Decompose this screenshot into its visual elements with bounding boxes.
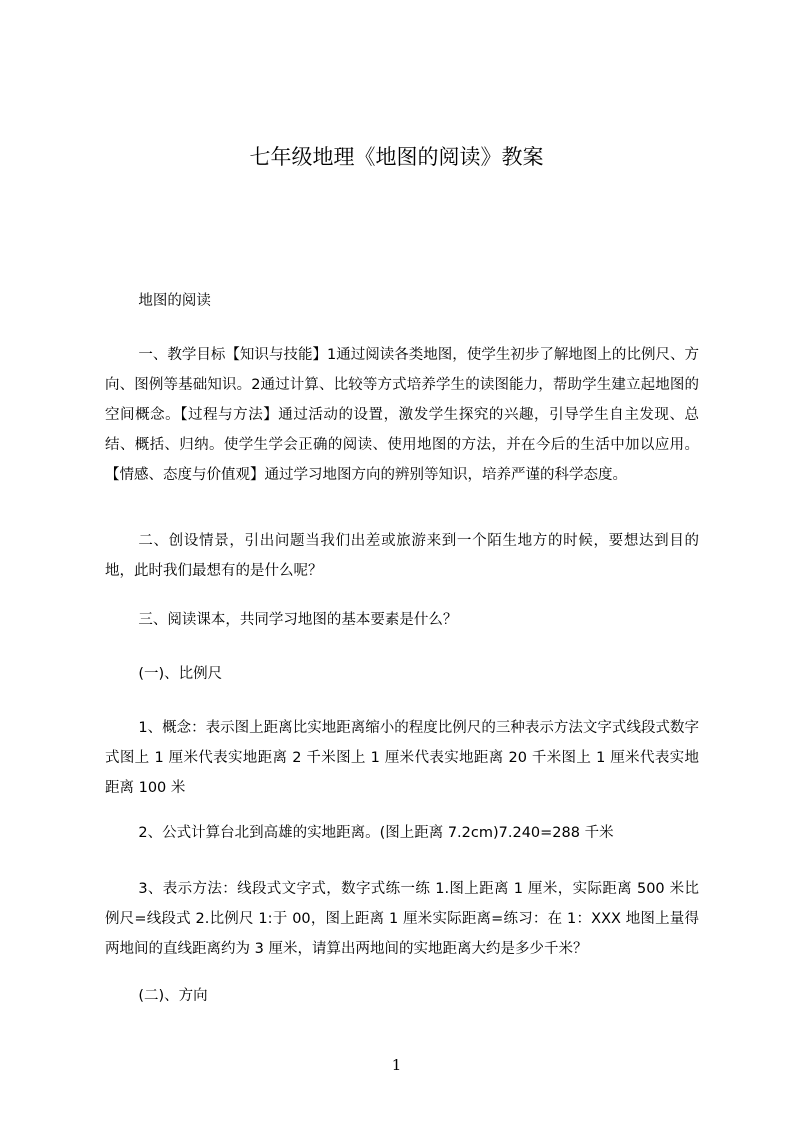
paragraph-scale-methods: 3、表示方法：线段式文字式，数字式练一练 1.图上距离 1 厘米，实际距离 500 米比例尺=线段式 2.比例尺 1:于 00，图上距离 1 厘米实际距离=练习：在 1：XXX 地图上量得两地间的直线距离约为 3 厘米，请算出两地间的实地距离大约是多少千米？ <box>105 881 699 957</box>
paragraph-scale-formula: 2、公式计算台北到高雄的实地距离。(图上距离 7.2cm)7.240=288 千米 <box>138 825 614 841</box>
paragraph-create-scenario: 二、创设情景，引出问题当我们出差或旅游来到一个陌生地方的时候，要想达到目的地，此时我们最想有的是什么呢？ <box>105 533 699 579</box>
section-heading-direction: (二)、方向 <box>138 988 208 1004</box>
document-title: 七年级地理《地图的阅读》教案 <box>249 145 544 169</box>
section-heading-scale: (一)、比例尺 <box>138 666 223 682</box>
paragraph-scale-concept: 1、概念：表示图上距离比实地距离缩小的程度比例尺的三种表示方法文字式线段式数字式图上 1 厘米代表实地距离 2 千米图上 1 厘米代表实地距离 20 千米图上 1 厘米代表实地距离 100 米 <box>105 720 699 796</box>
paragraph-read-textbook: 三、阅读课本，共同学习地图的基本要素是什么？ <box>138 612 458 628</box>
section-heading-map-reading: 地图的阅读 <box>138 293 211 309</box>
paragraph-teaching-objectives: 一、教学目标【知识与技能】1通过阅读各类地图，使学生初步了解地图上的比例尺、方向、图例等基础知识。2通过计算、比较等方式培养学生的读图能力，帮助学生建立起地图的空间概念。【过程与方法】通过活动的设置，激发学生探究的兴趣，引导学生自主发现、总结、概括、归纳。使学生学会正确的阅读、使用地图的方法，并在今后的生活中加以应用。【情感、态度与价值观】通过学习地图方向的辨别等知识，培养严谨的科学态度。 <box>105 347 699 483</box>
page-number: 1 <box>391 1056 402 1074</box>
